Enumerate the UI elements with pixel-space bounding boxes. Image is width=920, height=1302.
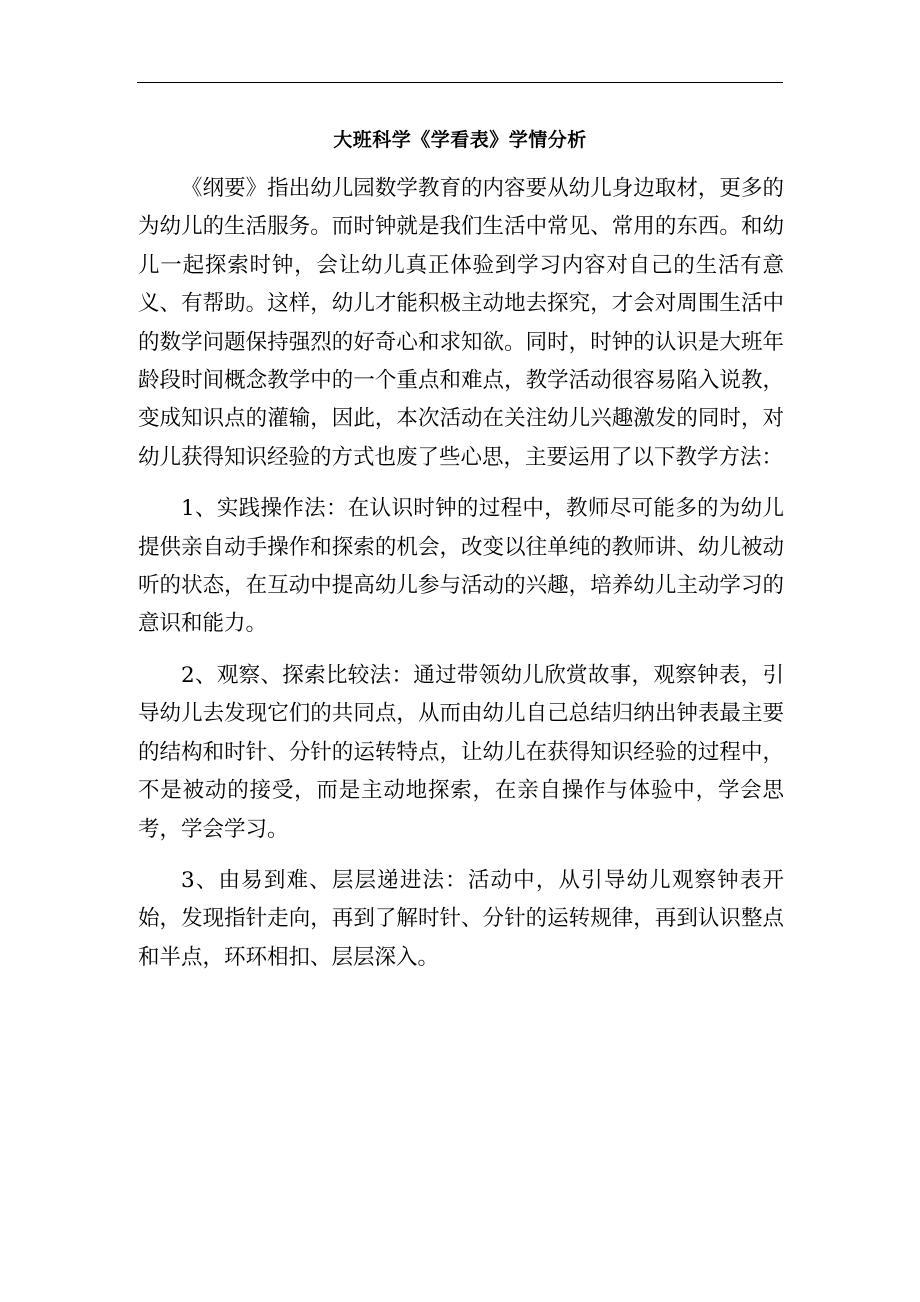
paragraph-method-3: 3、由易到难、层层递进法：活动中，从引导幼儿观察钟表开始，发现指针走向，再到了解时针、分针的运转规律，再到认识整点和半点，环环相扣、层层深入。 xyxy=(138,867,784,970)
paragraph-method-2: 2、观察、探索比较法：通过带领幼儿欣赏故事，观察钟表，引导幼儿去发现它们的共同点，从而由幼儿自己总结归纳出钟表最主要的结构和时针、分针的运转特点，让幼儿在获得知识经验的过程中，不是被动的接受，而是主动地探索，在亲自操作与体验中，学会思考，学会学习。 xyxy=(138,662,784,842)
document-title: 大班科学《学看表》学情分析 xyxy=(333,129,587,151)
paragraph-intro: 《纲要》指出幼儿园数学教育的内容要从幼儿身边取材，更多的为幼儿的生活服务。而时钟就是我们生活中常见、常用的东西。和幼儿一起探索时钟，会让幼儿真正体验到学习内容对自己的生活有意义、有帮助。这样，幼儿才能积极主动地去探究，才会对周围生活中的数学问题保持强烈的好奇心和求知欲。同时，时钟的认识是大班年龄段时间概念教学中的一个重点和难点，教学活动很容易陷入说教，变成知识点的灌输，因此，本次活动在关注幼儿兴趣激发的同时，对幼儿获得知识经验的方式也废了些心思，主要运用了以下教学方法： xyxy=(138,176,784,470)
document-body xyxy=(138,170,784,977)
header-rule xyxy=(137,82,783,83)
paragraph-method-1: 1、实践操作法：在认识时钟的过程中，教师尽可能多的为幼儿提供亲自动手操作和探索的机会，改变以往单纯的教师讲、幼儿被动听的状态，在互动中提高幼儿参与活动的兴趣，培养幼儿主动学习的意识和能力。 xyxy=(138,496,784,637)
